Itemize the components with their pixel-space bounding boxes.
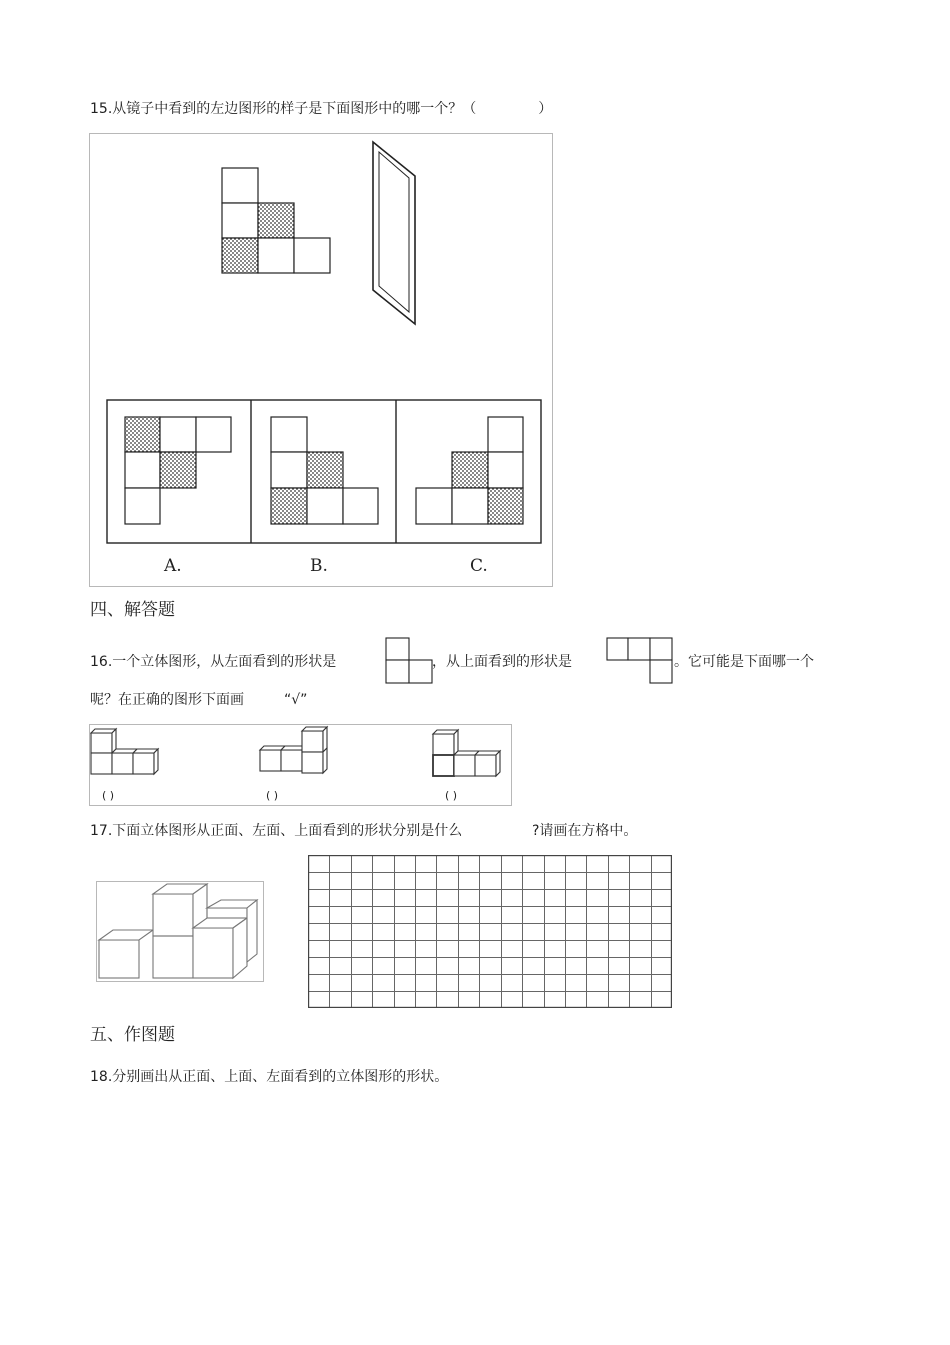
q16-part2: ，从上面看到的形状是 <box>432 654 572 670</box>
answer-blank-3[interactable]: ( ) <box>445 789 458 802</box>
solid-option-2 <box>260 727 327 773</box>
q16-options-figure <box>89 724 512 806</box>
q17-solid-figure <box>96 881 264 982</box>
q17-text2: ?请画在方格中。 <box>532 823 638 839</box>
q17-text: 17.下面立体图形从正面、左面、上面看到的形状分别是什么 <box>90 823 463 839</box>
original-shape <box>222 168 330 273</box>
option-c-shape <box>416 417 523 524</box>
option-a-shape <box>125 417 231 524</box>
grid-paper <box>308 855 672 1008</box>
section-title-5: 五、作图题 <box>90 1025 175 1045</box>
q15-figure <box>89 133 553 587</box>
option-c-label: C. <box>470 556 488 576</box>
solid-option-3 <box>433 730 500 776</box>
q17-solid-drawing <box>97 882 263 981</box>
option-a-label: A. <box>164 556 182 576</box>
option-b-label: B. <box>310 556 328 576</box>
mirror-icon <box>373 142 415 324</box>
left-view-shape <box>385 637 433 684</box>
q15-figure-drawing <box>90 134 552 586</box>
option-b-shape <box>271 417 378 524</box>
q15-text: 15.从镜子中看到的左边图形的样子是下面图形中的哪一个？（ ） <box>90 101 553 117</box>
q16-part1: 16.一个立体图形，从左面看到的形状是 <box>90 654 337 670</box>
q18-text: 18.分别画出从正面、上面、左面看到的立体图形的形状。 <box>90 1069 449 1085</box>
answer-blank-2[interactable]: ( ) <box>266 789 279 802</box>
q17-answer-grid[interactable] <box>308 855 672 1008</box>
solid-option-1 <box>91 729 158 774</box>
check-mark: “√” <box>284 692 308 708</box>
q16-line2: 呢？在正确的图形下面画 <box>90 692 244 708</box>
section-title-4: 四、解答题 <box>90 600 175 620</box>
answer-blank-1[interactable]: ( ) <box>102 789 115 802</box>
top-view-shape <box>606 637 673 684</box>
q16-part3: 。它可能是下面哪一个 <box>674 654 814 670</box>
